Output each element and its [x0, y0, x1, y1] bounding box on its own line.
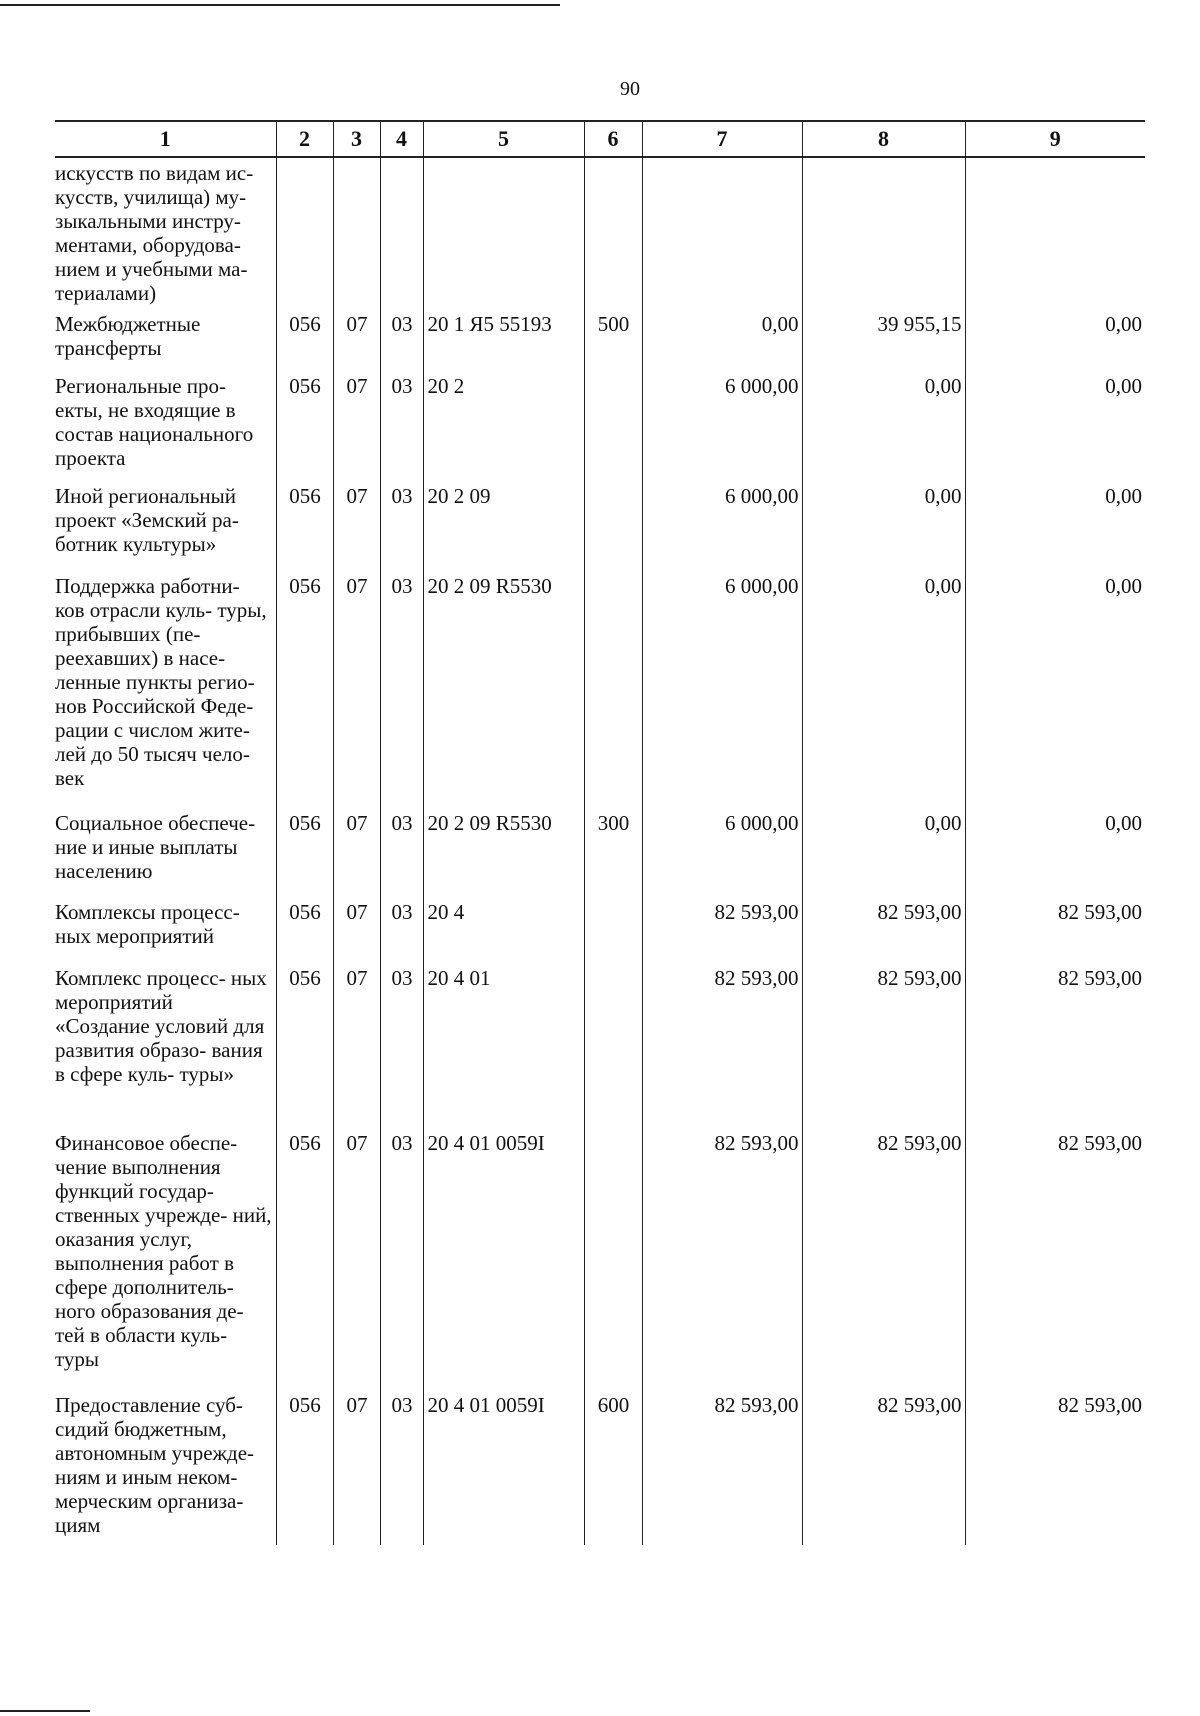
row-subsection-code: 03	[380, 963, 423, 1128]
table-row	[55, 808, 1145, 897]
row-target-code	[423, 157, 584, 309]
row-subsection-code: 03	[380, 481, 423, 571]
row-amount-col9: 0,00	[965, 808, 1145, 897]
row-expense-type	[584, 571, 642, 808]
row-amount-col9: 82 593,00	[965, 1128, 1145, 1390]
row-expense-type	[584, 897, 642, 963]
row-subsection-code: 03	[380, 371, 423, 481]
row-amount-col8: 0,00	[802, 481, 965, 571]
row-amount-col8: 82 593,00	[802, 963, 965, 1128]
row-target-code: 20 2	[423, 371, 584, 481]
row-section-code: 07	[333, 481, 380, 571]
table-row	[55, 157, 1145, 309]
row-expense-type	[584, 1128, 642, 1390]
row-amount-col9: 0,00	[965, 481, 1145, 571]
row-target-code: 20 4 01	[423, 963, 584, 1128]
row-description: Финансовое обеспе- чение выполнения функций государ- ственных учрежде- ний, оказания услуг, выполнения работ в сфере дополнитель- ного образования де- тей в области куль- туры	[55, 1131, 272, 1371]
row-amount-col7: 82 593,00	[642, 897, 802, 963]
row-amount-col7: 6 000,00	[642, 371, 802, 481]
row-ministry-code: 056	[276, 571, 333, 808]
row-description: Иной региональный проект «Земский ра- ботник культуры»	[55, 484, 239, 556]
bottom-rule	[0, 1710, 90, 1712]
row-target-code: 20 2 09 R5530	[423, 808, 584, 897]
row-section-code: 07	[333, 1390, 380, 1545]
row-expense-type	[584, 963, 642, 1128]
row-target-code: 20 1 Я5 55193	[423, 309, 584, 371]
row-section-code: 07	[333, 571, 380, 808]
row-ministry-code: 056	[276, 481, 333, 571]
row-subsection-code: 03	[380, 808, 423, 897]
row-section-code: 07	[333, 897, 380, 963]
row-amount-col9: 0,00	[965, 571, 1145, 808]
row-ministry-code: 056	[276, 1128, 333, 1390]
row-amount-col8: 39 955,15	[802, 309, 965, 371]
row-subsection-code: 03	[380, 1390, 423, 1545]
page-number: 90	[620, 78, 640, 100]
row-amount-col7: 82 593,00	[642, 1390, 802, 1545]
row-amount-col9	[965, 157, 1145, 309]
row-description: Региональные про- екты, не входящие в состав национального проекта	[55, 374, 254, 470]
row-target-code: 20 2 09	[423, 481, 584, 571]
row-expense-type	[584, 371, 642, 481]
table-row	[55, 571, 1145, 808]
row-description: Предоставление суб- сидий бюджетным, автономным учрежде- ниям и иным неком- мерческим организа- циям	[55, 1393, 255, 1537]
header-col-5: 5	[423, 121, 584, 157]
row-section-code: 07	[333, 371, 380, 481]
row-amount-col7: 6 000,00	[642, 481, 802, 571]
row-ministry-code: 056	[276, 309, 333, 371]
row-amount-col9: 82 593,00	[965, 897, 1145, 963]
table-row	[55, 897, 1145, 963]
row-section-code: 07	[333, 808, 380, 897]
header-col-6: 6	[584, 121, 642, 157]
row-amount-col9: 0,00	[965, 371, 1145, 481]
row-expense-type	[584, 157, 642, 309]
header-row	[55, 121, 1145, 157]
row-amount-col9: 0,00	[965, 309, 1145, 371]
row-amount-col7: 82 593,00	[642, 1128, 802, 1390]
row-amount-col8: 0,00	[802, 571, 965, 808]
row-amount-col8: 0,00	[802, 371, 965, 481]
row-ministry-code: 056	[276, 1390, 333, 1545]
row-amount-col8	[802, 157, 965, 309]
row-amount-col7: 6 000,00	[642, 571, 802, 808]
row-expense-type: 300	[584, 808, 642, 897]
budget-table	[55, 120, 1145, 1545]
row-subsection-code: 03	[380, 1128, 423, 1390]
row-ministry-code: 056	[276, 897, 333, 963]
table-header	[55, 121, 1145, 157]
row-description: искусств по видам ис- кусств, училища) му- зыкальными инстру- ментами, оборудова- нием и учебными ма- териалами)	[55, 161, 254, 305]
table-row	[55, 1390, 1145, 1545]
row-section-code: 07	[333, 963, 380, 1128]
row-description: Социальное обеспече- ние и иные выплаты населению	[55, 811, 256, 883]
row-expense-type: 500	[584, 309, 642, 371]
row-amount-col7: 0,00	[642, 309, 802, 371]
row-subsection-code: 03	[380, 571, 423, 808]
row-amount-col7	[642, 157, 802, 309]
row-amount-col7: 6 000,00	[642, 808, 802, 897]
row-section-code: 07	[333, 1128, 380, 1390]
row-amount-col8: 82 593,00	[802, 1128, 965, 1390]
table-row	[55, 371, 1145, 481]
header-col-7: 7	[642, 121, 802, 157]
header-col-2: 2	[276, 121, 333, 157]
row-ministry-code: 056	[276, 808, 333, 897]
row-description: Поддержка работни- ков отрасли куль- туры, прибывших (пе- реехавших) в насе- ленные пункты регио- нов Российской Феде- рации с числом жите- лей до 50 тысяч чело- век	[55, 574, 267, 790]
row-ministry-code: 056	[276, 963, 333, 1128]
table-body	[55, 157, 1145, 1545]
table-row	[55, 963, 1145, 1128]
row-subsection-code: 03	[380, 309, 423, 371]
row-amount-col8: 82 593,00	[802, 1390, 965, 1545]
header-col-8: 8	[802, 121, 965, 157]
row-ministry-code: 056	[276, 371, 333, 481]
table-row	[55, 1128, 1145, 1390]
row-target-code: 20 2 09 R5530	[423, 571, 584, 808]
table-row	[55, 309, 1145, 371]
row-ministry-code	[276, 157, 333, 309]
row-description: Комплекс процесс- ных мероприятий «Создание условий для развития образо- вания в сфере куль- туры»	[55, 966, 267, 1086]
header-col-4: 4	[380, 121, 423, 157]
row-description: Межбюджетные трансферты	[55, 312, 201, 360]
row-amount-col7: 82 593,00	[642, 963, 802, 1128]
row-expense-type: 600	[584, 1390, 642, 1545]
top-rule	[0, 4, 560, 6]
row-amount-col9: 82 593,00	[965, 963, 1145, 1128]
row-target-code: 20 4	[423, 897, 584, 963]
row-amount-col9: 82 593,00	[965, 1390, 1145, 1545]
row-section-code: 07	[333, 309, 380, 371]
row-target-code: 20 4 01 0059I	[423, 1390, 584, 1545]
row-subsection-code: 03	[380, 897, 423, 963]
row-description: Комплексы процесс- ных мероприятий	[55, 900, 240, 948]
row-target-code: 20 4 01 0059I	[423, 1128, 584, 1390]
row-amount-col8: 0,00	[802, 808, 965, 897]
header-col-1: 1	[55, 121, 276, 157]
row-amount-col8: 82 593,00	[802, 897, 965, 963]
header-col-3: 3	[333, 121, 380, 157]
header-col-9: 9	[965, 121, 1145, 157]
table-row	[55, 481, 1145, 571]
row-section-code	[333, 157, 380, 309]
row-subsection-code	[380, 157, 423, 309]
row-expense-type	[584, 481, 642, 571]
